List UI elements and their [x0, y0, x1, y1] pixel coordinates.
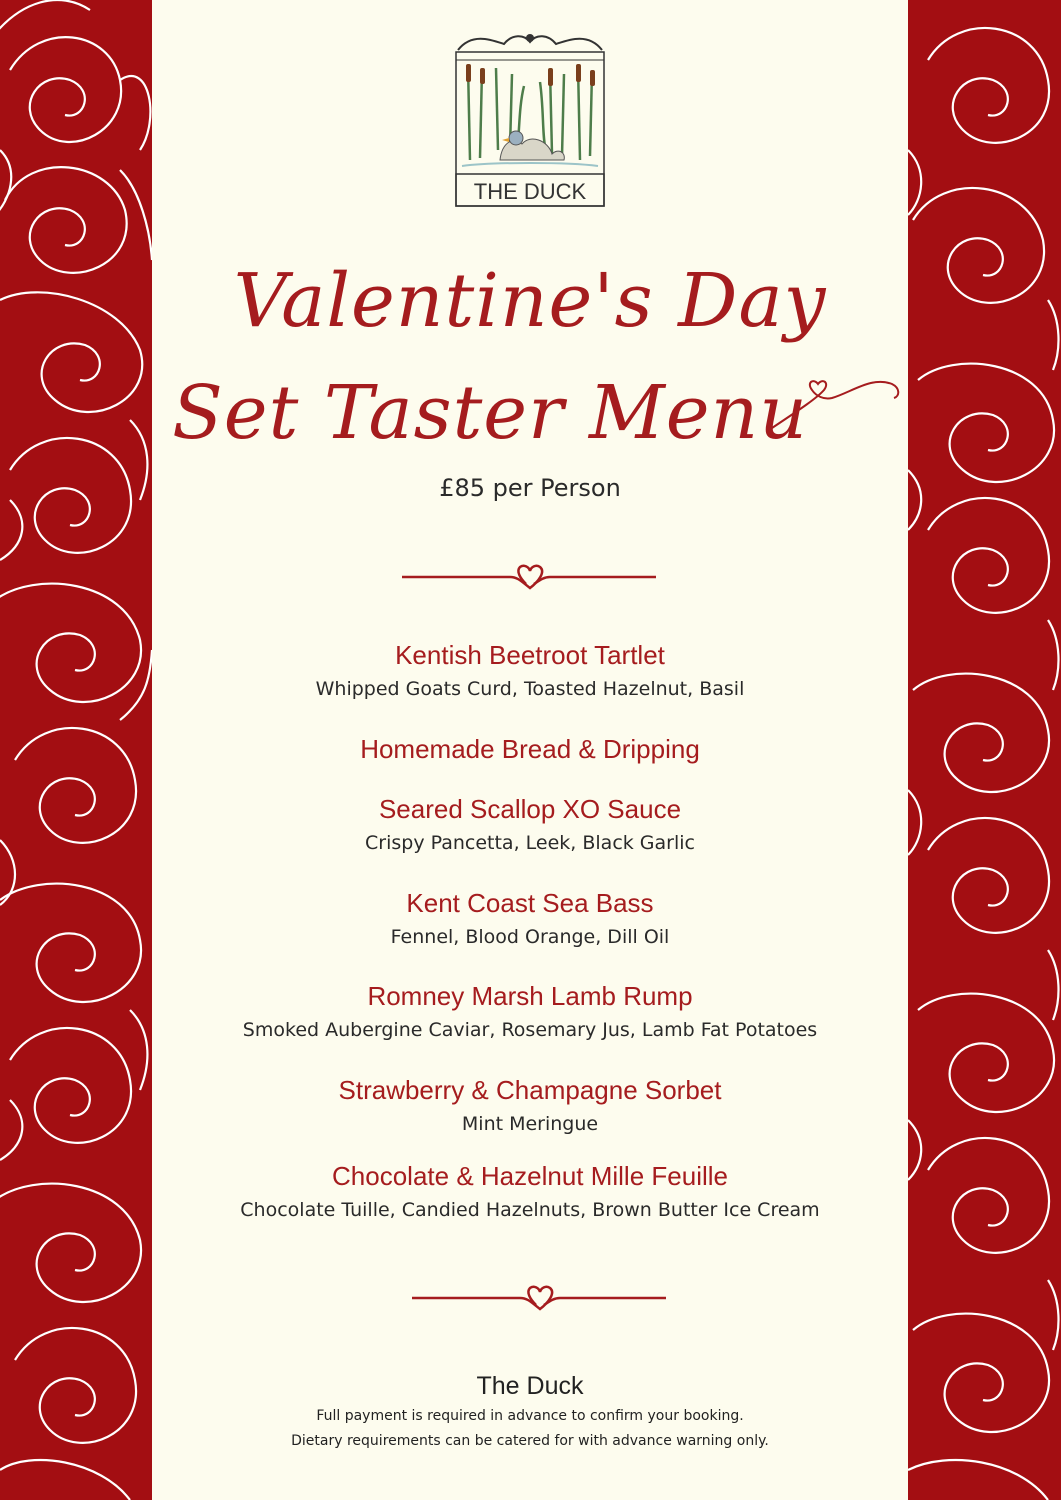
menu-item — [152, 734, 908, 764]
title-line-2: Set Taster Menu — [172, 370, 808, 456]
price: £85 per Person — [439, 474, 621, 502]
heart-flourish-icon — [772, 368, 902, 438]
menu-item-name: Homemade Bread & Dripping — [360, 734, 700, 764]
menu-item-name: Kent Coast Sea Bass — [406, 888, 654, 918]
rose-border-left — [0, 0, 152, 1500]
menu-item-name: Seared Scallop XO Sauce — [378, 794, 682, 824]
menu-item — [152, 640, 908, 701]
menu-item — [152, 794, 908, 855]
menu-item — [152, 888, 908, 949]
menu-item — [152, 981, 908, 1042]
menu-panel — [152, 0, 908, 1500]
rose-border-right — [908, 0, 1061, 1500]
footer-title: The Duck — [476, 1372, 584, 1400]
menu-item — [152, 1161, 908, 1222]
menu-item-name: Strawberry & Champagne Sorbet — [338, 1075, 722, 1105]
rose-pattern-right — [908, 0, 1061, 1500]
menu-item-name: Kentish Beetroot Tartlet — [395, 640, 665, 670]
heart-divider-icon — [402, 562, 656, 592]
footer-note-dietary: Dietary requirements can be catered for with advance warning only. — [291, 1433, 769, 1449]
menu-item-desc: Fennel, Blood Orange, Dill Oil — [390, 926, 670, 948]
menu-item-desc: Crispy Pancetta, Leek, Black Garlic — [365, 832, 695, 854]
menu-item-desc: Whipped Goats Curd, Toasted Hazelnut, Basil — [315, 678, 745, 700]
menu-item-desc: Smoked Aubergine Caviar, Rosemary Jus, Lamb Fat Potatoes — [242, 1019, 818, 1041]
rose-pattern-left — [0, 0, 152, 1500]
menu-item-name: Romney Marsh Lamb Rump — [367, 981, 693, 1011]
menu-item-name: Chocolate & Hazelnut Mille Feuille — [332, 1161, 728, 1191]
logo — [452, 30, 608, 208]
menu-item-desc: Chocolate Tuille, Candied Hazelnuts, Brown Butter Ice Cream — [240, 1199, 820, 1221]
duck-logo-icon — [452, 30, 608, 208]
title-line-1: Valentine's Day — [233, 258, 827, 344]
logo-text: THE DUCK — [473, 179, 587, 204]
heart-divider-icon — [412, 1283, 666, 1313]
footer-note-payment: Full payment is required in advance to confirm your booking. — [316, 1408, 744, 1424]
menu-item — [152, 1075, 908, 1136]
menu-item-desc: Mint Meringue — [461, 1113, 599, 1135]
